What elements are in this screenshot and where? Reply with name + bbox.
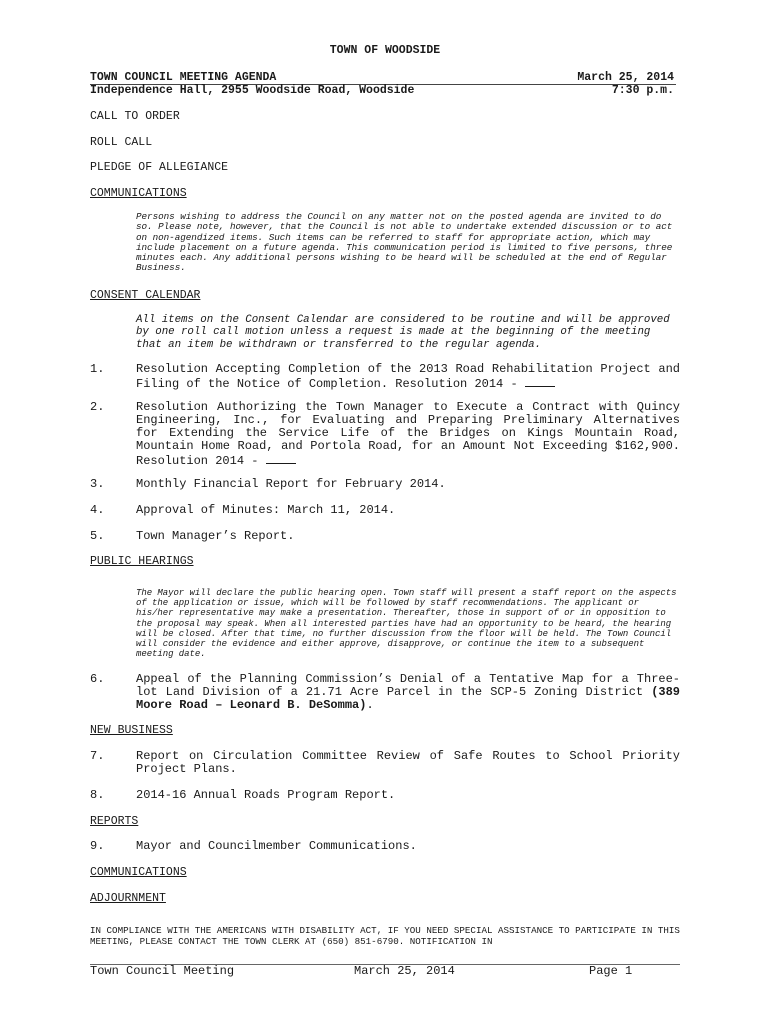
document-title: TOWN OF WOODSIDE <box>329 44 441 57</box>
section-reports: REPORTS <box>90 815 139 828</box>
item-number: 1. <box>90 362 105 376</box>
resolution-blank <box>525 376 555 387</box>
item-number: 3. <box>90 477 105 491</box>
item-number: 6. <box>90 672 105 686</box>
item-number: 4. <box>90 503 105 517</box>
item-text: Monthly Financial Report for February 2014. <box>136 477 446 491</box>
section-communications: COMMUNICATIONS <box>90 187 187 200</box>
section-pledge: PLEDGE OF ALLEGIANCE <box>90 161 229 174</box>
item-number: 5. <box>90 529 105 543</box>
item-tail: . <box>366 698 374 712</box>
item-number: 2. <box>90 400 105 414</box>
meeting-location: Independence Hall, 2955 Woodside Road, Woodside <box>90 84 415 97</box>
footer-left: Town Council Meeting <box>90 964 235 978</box>
footer-page-number: Page 1 <box>589 964 633 978</box>
item-number: 9. <box>90 839 105 853</box>
meeting-time: 7:30 p.m. <box>611 84 674 97</box>
resolution-blank <box>266 453 296 464</box>
item-text: Resolution Accepting Completion of the 2013 Road Rehabilitation Project and Filing of the Notice of Completion. Resolution 2014 - <box>136 362 680 391</box>
consent-note: All items on the Consent Calendar are considered to be routine and will be approved by one roll call motion unless a request is made at the beginning of the meeting that an item be withdrawn or transferred to the regular agenda. <box>136 314 670 351</box>
footer-center: March 25, 2014 <box>354 964 455 978</box>
section-public-hearings: PUBLIC HEARINGS <box>90 555 194 568</box>
section-adjournment: ADJOURNMENT <box>90 892 166 905</box>
item-text: Approval of Minutes: March 11, 2014. <box>136 503 396 517</box>
item-text: Resolution Authorizing the Town Manager to Execute a Contract with Quincy Engineering, Inc., for Evaluating and Preparing Preliminary Alternatives for Extending the Service Life of the Bridges on Kings Mountain Road, Mountain Home Road, and Portola Road, for an Amount Not Exceeding $162,900. Resolution 2014 - <box>136 400 680 468</box>
public-hearings-note: The Mayor will declare the public hearing open. Town staff will present a staff report on the aspects of the application or issue, which will be followed by staff recommendations. The applicant or his/her representative may make a presentation. Thereafter, those in support of or in opposition to the proposal may speak. When all interested parties have had an opportunity to be heard, the hearing will be closed. After that time, no further discussion from the floor will be held. The Town Council will consider the evidence and either approve, disapprove, or continue the item to a subsequent meeting date. <box>136 588 677 660</box>
item-text: Town Manager’s Report. <box>136 529 295 543</box>
section-roll-call: ROLL CALL <box>90 136 153 149</box>
section-communications-2: COMMUNICATIONS <box>90 866 187 879</box>
item-number: 7. <box>90 749 105 763</box>
item-text: Appeal of the Planning Commission’s Denial of a Tentative Map for a Three-lot Land Division of a 21.71 Acre Parcel in the SCP-5 Zoning District <box>136 672 680 699</box>
ada-notice: IN COMPLIANCE WITH THE AMERICANS WITH DISABILITY ACT, IF YOU NEED SPECIAL ASSISTANCE TO PARTICIPATE IN THIS MEETING, PLEASE CONTACT THE TOWN CLERK AT (650) 851-6790. NOTIFICATION IN <box>90 925 680 947</box>
section-consent-calendar: CONSENT CALENDAR <box>90 289 201 302</box>
agenda-title: TOWN COUNCIL MEETING AGENDA <box>90 71 277 84</box>
section-call-to-order: CALL TO ORDER <box>90 110 180 123</box>
item-address: (389 Moore Road – Leonard B. DeSomma) <box>136 685 680 712</box>
communications-note: Persons wishing to address the Council on any matter not on the posted agenda are invited to do so. Please note, however, that the Council is not able to undertake extended discussion or to act on non-agendized items. Such items can be referred to staff for appropriate action, which may include placement on a future agenda. This communication period is limited to five persons, three minutes each. Any additional persons wishing to be heard will be scheduled at the end of Regular Business. <box>136 211 673 274</box>
item-text: Report on Circulation Committee Review of Safe Routes to School Priority Project Plans. <box>136 749 680 776</box>
item-text: 2014-16 Annual Roads Program Report. <box>136 788 396 802</box>
item-number: 8. <box>90 788 105 802</box>
section-new-business: NEW BUSINESS <box>90 724 173 737</box>
item-text: Mayor and Councilmember Communications. <box>136 839 417 853</box>
meeting-date: March 25, 2014 <box>577 71 674 84</box>
